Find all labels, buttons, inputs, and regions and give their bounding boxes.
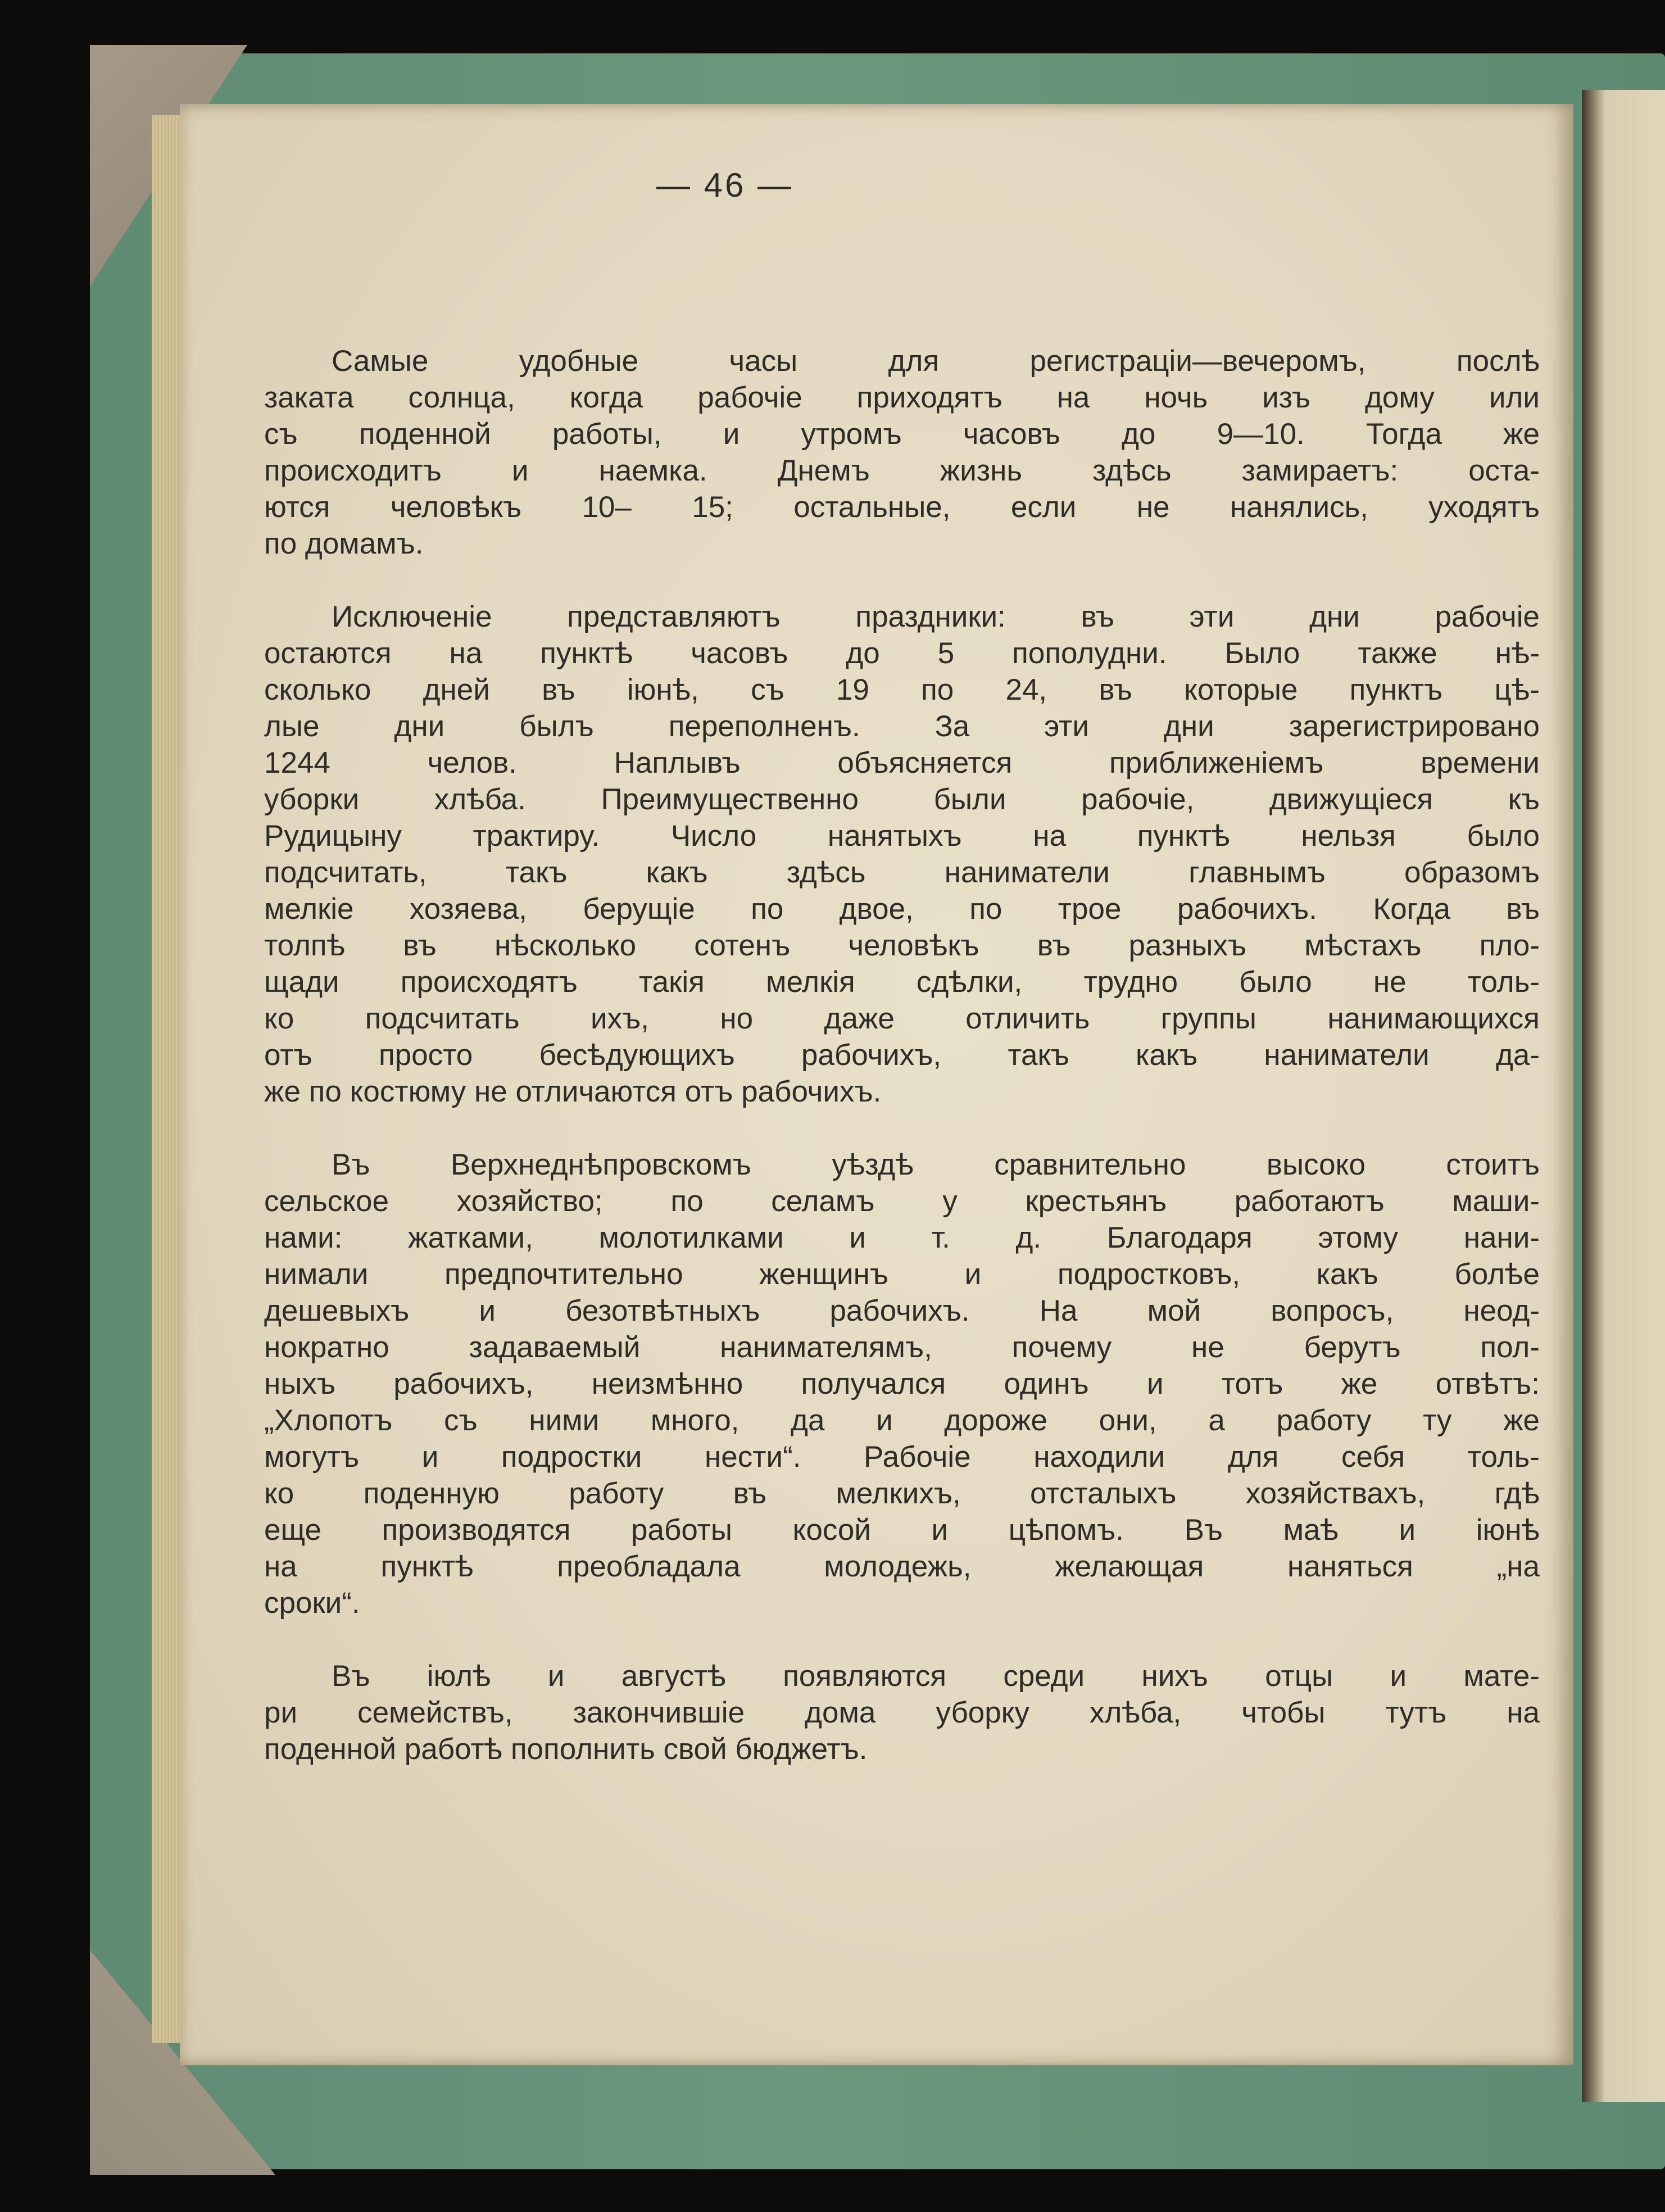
text-line: Рудицыну трактиру. Число нанятыхъ на пунктѣ нельзя было	[264, 819, 1540, 853]
text-line: могутъ и подростки нести“. Рабочіе находили для себя толь-	[264, 1440, 1540, 1474]
text-line: заката солнца, когда рабочіе приходятъ на ночь изъ дому или	[264, 381, 1540, 414]
text-line: нократно задаваемый нанимателямъ, почему не берутъ пол-	[264, 1331, 1540, 1364]
text-line: ко подсчитать ихъ, но даже отличить группы нанимающихся	[264, 1002, 1540, 1035]
text-line: поденной работѣ пополнить свой бюджетъ.	[264, 1733, 868, 1766]
text-line: по домамъ.	[264, 527, 424, 560]
paragraph-gap	[264, 1621, 1540, 1658]
text-line: отъ просто бесѣдующихъ рабочихъ, такъ какъ наниматели да-	[264, 1039, 1540, 1072]
text-line: на пунктѣ преобладала молодежь, желающая наняться „на	[264, 1550, 1540, 1583]
text-line: Въ іюлѣ и августѣ появляются среди нихъ отцы и мате-	[332, 1660, 1540, 1693]
text-line: Въ Верхнеднѣпровскомъ уѣздѣ сравнительно высоко стоитъ	[332, 1148, 1540, 1181]
text-line: мелкіе хозяева, берущіе по двое, по трое рабочихъ. Когда въ	[264, 892, 1540, 926]
text-line: сколько дней въ іюнѣ, съ 19 по 24, въ которые пунктъ цѣ-	[264, 673, 1540, 706]
text-line: ри семействъ, закончившіе дома уборку хлѣба, чтобы тутъ на	[264, 1696, 1540, 1729]
text-line: „Хлопотъ съ ними много, да и дороже они, а работу ту же	[264, 1404, 1540, 1437]
facing-page-edge	[1582, 90, 1665, 2102]
text-line: происходитъ и наемка. Днемъ жизнь здѣсь замираетъ: оста-	[264, 454, 1540, 487]
text-line: дешевыхъ и безотвѣтныхъ рабочихъ. На мой вопросъ, неод-	[264, 1294, 1540, 1327]
text-line: сельское хозяйство; по селамъ у крестьянъ работаютъ маши-	[264, 1185, 1540, 1218]
text-line: же по костюму не отличаются отъ рабочихъ.	[264, 1075, 882, 1108]
text-line: толпѣ въ нѣсколько сотенъ человѣкъ въ разныхъ мѣстахъ пло-	[264, 929, 1540, 962]
text-line: уборки хлѣба. Преимущественно были рабочіе, движущіеся къ	[264, 783, 1540, 816]
text-line: еще производятся работы косой и цѣпомъ. Въ маѣ и іюнѣ	[264, 1513, 1540, 1547]
text-line: Исключеніе представляютъ праздники: въ эти дни рабочіе	[332, 600, 1540, 633]
text-line: ныхъ рабочихъ, неизмѣнно получался одинъ и тотъ же отвѣтъ:	[264, 1367, 1540, 1400]
body-text	[264, 343, 1540, 1767]
page-number: — 46 —	[656, 166, 794, 204]
text-line: нимали предпочтительно женщинъ и подростковъ, какъ болѣе	[264, 1258, 1540, 1291]
paragraph-gap	[264, 562, 1540, 599]
text-line: Самые удобные часы для регистраціи—вечеромъ, послѣ	[332, 345, 1540, 378]
text-line: сроки“.	[264, 1587, 360, 1620]
text-line: ко поденную работу въ мелкихъ, отсталыхъ хозяйствахъ, гдѣ	[264, 1477, 1540, 1510]
text-line: щади происходятъ такія мелкія сдѣлки, трудно было не толь-	[264, 966, 1540, 999]
paragraph-gap	[264, 1110, 1540, 1146]
text-line: нами: жатками, молотилками и т. д. Благодаря этому нани-	[264, 1221, 1540, 1254]
text-line: лые дни былъ переполненъ. За эти дни зарегистрировано	[264, 710, 1540, 743]
text-line: 1244 челов. Наплывъ объясняется приближеніемъ времени	[264, 746, 1540, 779]
text-line: съ поденной работы, и утромъ часовъ до 9—10. Тогда же	[264, 418, 1540, 451]
text-line: остаются на пунктѣ часовъ до 5 пополудни. Было также нѣ-	[264, 637, 1540, 670]
text-line: ются человѣкъ 10– 15; остальные, если не нанялись, уходятъ	[264, 491, 1540, 524]
text-line: подсчитать, такъ какъ здѣсь наниматели главнымъ образомъ	[264, 856, 1540, 889]
